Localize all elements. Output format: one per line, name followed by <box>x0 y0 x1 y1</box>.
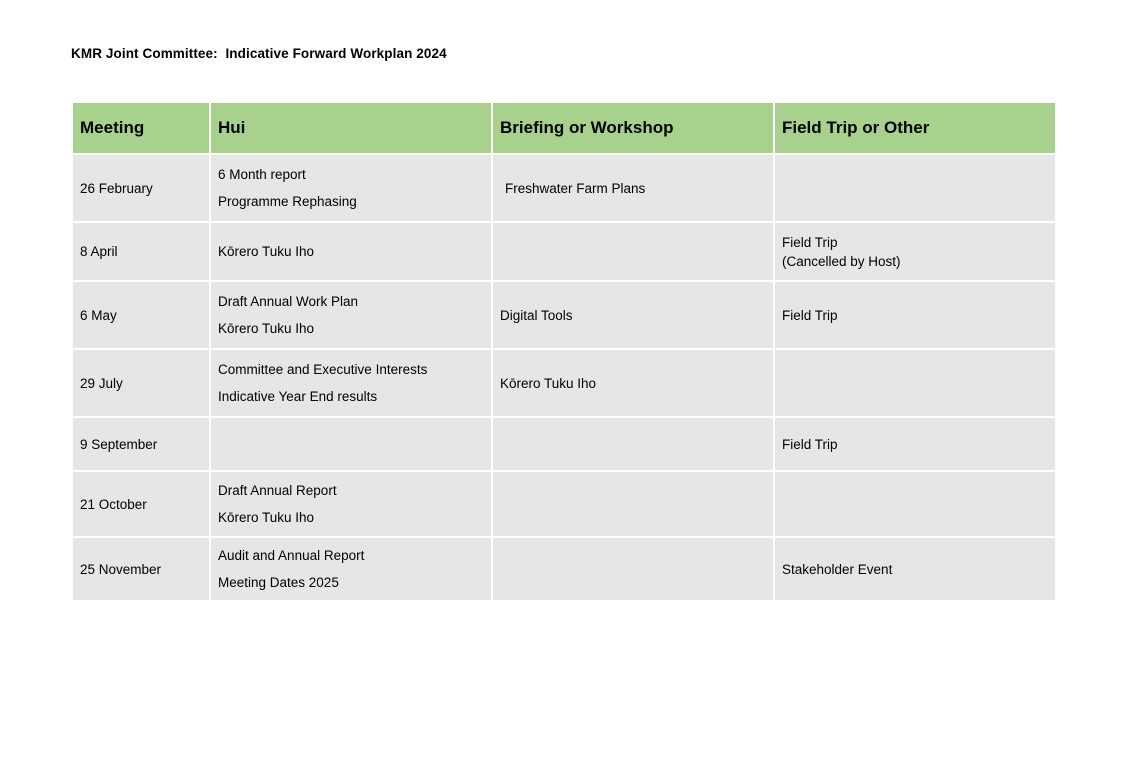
briefing-item: Freshwater Farm Plans <box>505 180 646 196</box>
table-row <box>72 349 1056 417</box>
table-row <box>72 154 1056 222</box>
meeting-date: 6 May <box>72 281 210 349</box>
hui-item: Meeting Dates 2025 <box>218 575 339 590</box>
briefing-cell <box>492 471 774 537</box>
briefing-cell: Kōrero Tuku Iho <box>492 349 774 417</box>
field-trip-cell <box>774 222 1056 281</box>
meeting-date: 8 April <box>72 222 210 281</box>
header-field-trip: Field Trip or Other <box>774 102 1056 154</box>
briefing-cell <box>492 222 774 281</box>
hui-item: 6 Month report <box>218 167 306 182</box>
field-trip-cell <box>774 471 1056 537</box>
table-row <box>72 537 1056 601</box>
briefing-cell <box>492 537 774 601</box>
field-trip-item: Field Trip <box>782 234 838 250</box>
hui-cell <box>210 417 492 471</box>
header-row <box>72 102 1056 154</box>
hui-cell <box>210 537 492 601</box>
field-trip-cell <box>774 154 1056 222</box>
meeting-date: 9 September <box>72 417 210 471</box>
field-trip-cell <box>774 349 1056 417</box>
hui-cell <box>210 349 492 417</box>
workplan-table <box>71 101 1057 602</box>
hui-item: Kōrero Tuku Iho <box>218 244 315 259</box>
hui-cell <box>210 471 492 537</box>
hui-item: Programme Rephasing <box>218 194 357 209</box>
table-row <box>72 222 1056 281</box>
hui-item: Kōrero Tuku Iho <box>218 510 315 525</box>
hui-item: Kōrero Tuku Iho <box>218 321 315 336</box>
header-meeting: Meeting <box>72 102 210 154</box>
hui-item: Committee and Executive Interests <box>218 362 428 377</box>
meeting-date: 25 November <box>72 537 210 601</box>
field-trip-item: (Cancelled by Host) <box>782 253 901 269</box>
header-hui: Hui <box>210 102 492 154</box>
hui-item: Draft Annual Report <box>218 483 337 498</box>
meeting-date: 29 July <box>72 349 210 417</box>
hui-cell <box>210 281 492 349</box>
field-trip-cell: Field Trip <box>774 417 1056 471</box>
meeting-date: 21 October <box>72 471 210 537</box>
field-trip-cell: Field Trip <box>774 281 1056 349</box>
briefing-cell <box>492 417 774 471</box>
document-title: KMR Joint Committee: Indicative Forward Workplan 2024 <box>71 46 447 61</box>
briefing-cell: Digital Tools <box>492 281 774 349</box>
hui-cell <box>210 154 492 222</box>
hui-item: Indicative Year End results <box>218 389 378 404</box>
table-row <box>72 417 1056 471</box>
header-briefing: Briefing or Workshop <box>492 102 774 154</box>
hui-cell <box>210 222 492 281</box>
table-row <box>72 281 1056 349</box>
table-row <box>72 471 1056 537</box>
hui-item: Audit and Annual Report <box>218 548 365 563</box>
field-trip-cell: Stakeholder Event <box>774 537 1056 601</box>
briefing-cell <box>492 154 774 222</box>
hui-item: Draft Annual Work Plan <box>218 294 359 309</box>
meeting-date: 26 February <box>72 154 210 222</box>
